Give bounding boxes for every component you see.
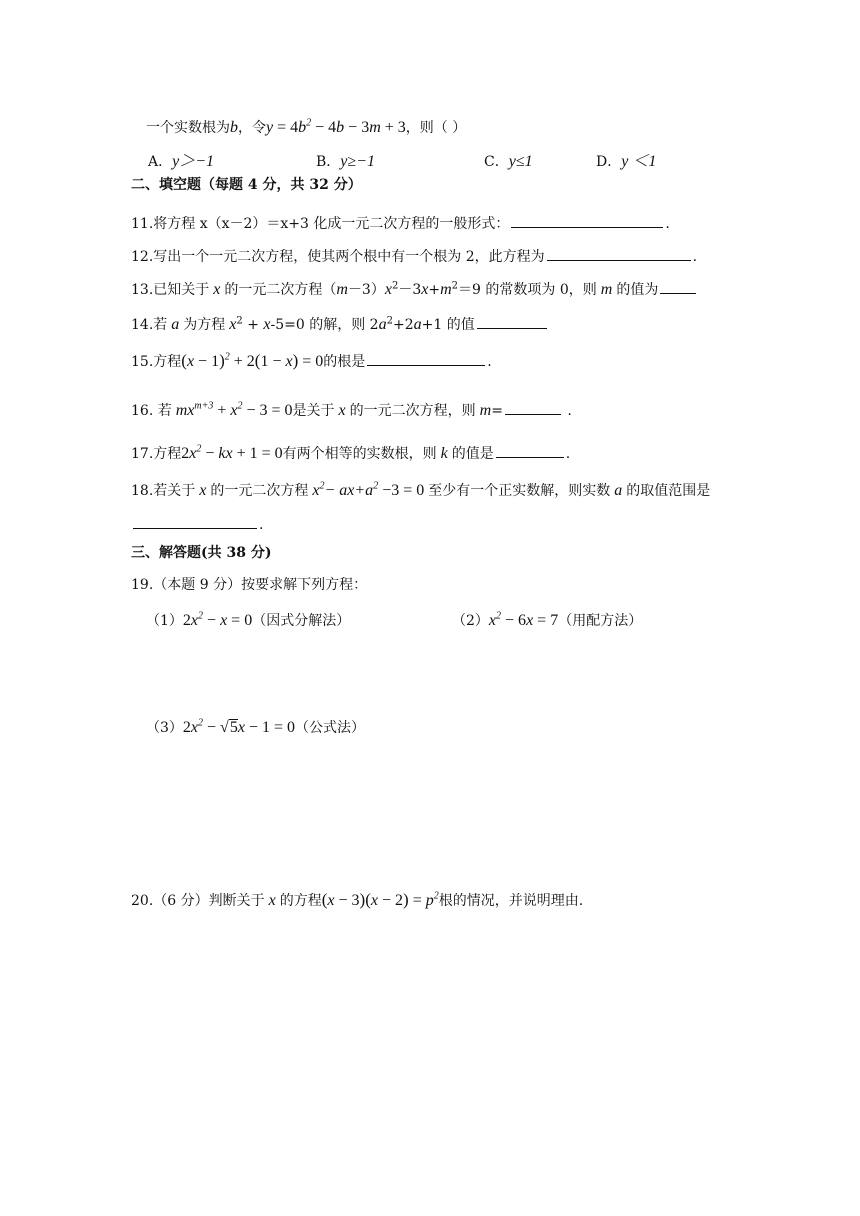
question-12: 12.写出一个一元二次方程，使其两个根中有一个根为 2，此方程为 . bbox=[131, 245, 697, 267]
question-14: 14.若 a 为方程 $x^2 + x-5=0$ 的解，则 $2a^2+2a+1$ 的值 bbox=[131, 313, 549, 335]
answer-blank-13[interactable] bbox=[660, 278, 696, 294]
question-13: 13.已知关于 x 的一元二次方程$(m-3)x^2-3x+m^2=9$ 的常数项为 0，则 m 的值为 bbox=[131, 278, 698, 300]
option-a: A．y＞−1 bbox=[148, 153, 215, 170]
q19-part-2: $(2)x^2 - 6x = 7$（用配方法） bbox=[452, 610, 643, 629]
question-20: 20.（6 分）判断关于 x 的方程$(x - 3)(x - 2) = p^2$根的情况，并说明理由. bbox=[131, 890, 584, 909]
q10-formula: $y = 4b^2 - 4b - 3m + 3$ bbox=[266, 117, 406, 136]
section-title-solve: 三、解答题(共 38 分) bbox=[131, 545, 272, 561]
answer-blank-18[interactable] bbox=[133, 513, 257, 529]
question-16: 16. 若 $mx^{m+3} + x^2 - 3 = 0$是关于 x 的一元二次方程，则 m= . bbox=[131, 400, 572, 419]
q10-options bbox=[148, 152, 656, 172]
option-b: B．y≥−1 bbox=[316, 153, 375, 170]
q19-p3-formula: $2x^2 - √5x - 1 = 0$ bbox=[182, 717, 295, 736]
q16-formula: $mx^{m+3} + x^2 - 3 = 0$ bbox=[171, 400, 293, 419]
section-title-fill-in: 二、填空题（每题 4 分，共 32 分） bbox=[131, 177, 362, 193]
q10-continuation: 一个实数根为b，令$y = 4b^2 - 4b - 3m + 3$，则（ ） bbox=[146, 117, 467, 136]
q19-part-1: $(1)2x^2 - x = 0$（因式分解法） bbox=[146, 610, 351, 629]
option-d: D．y ＜1 bbox=[596, 153, 657, 170]
question-18-blank-line: . bbox=[131, 513, 263, 535]
question-19: 19.（本题 9 分）按要求解下列方程： bbox=[131, 577, 368, 593]
q19-part-3: $(3)2x^2 - √5x - 1 = 0$（公式法） bbox=[146, 717, 365, 736]
option-c: C．y≤1 bbox=[484, 153, 533, 170]
q17-formula: $2x^2$ − kx + 1 = 0 bbox=[181, 443, 283, 462]
q18-formula: $x^2- ax+a^2 -3 = 0$ bbox=[308, 480, 429, 499]
question-17: 17.方程$2x^2$ − kx + 1 = 0有两个相等的实数根，则 k 的值是 . bbox=[131, 443, 571, 462]
answer-blank-11[interactable] bbox=[511, 212, 663, 228]
answer-blank-17[interactable] bbox=[496, 442, 564, 458]
question-18: 18.若关于 x 的一元二次方程 $x^2- ax+a^2 -3 = 0$ 至少有一个正实数解，则实数 a 的取值范围是 bbox=[131, 480, 711, 499]
question-11: 11.将方程 x（x－2）＝x+3 化成一元二次方程的一般形式： . bbox=[131, 212, 670, 234]
q19-p1-formula: $2x^2 - x = 0$ bbox=[182, 610, 253, 629]
q19-p2-formula: $x^2 - 6x = 7$ bbox=[488, 610, 559, 629]
q20-formula: $(x - 3)(x - 2) = p^2$ bbox=[321, 890, 439, 909]
answer-blank-16[interactable] bbox=[505, 399, 561, 415]
answer-blank-12[interactable] bbox=[547, 245, 691, 261]
q15-formula: $(x - 1)^2 + 2(1 - x) = 0$ bbox=[181, 351, 324, 370]
question-15: 15.方程$(x - 1)^2 + 2(1 - x) = 0$的根是 . bbox=[131, 351, 492, 370]
answer-blank-14[interactable] bbox=[477, 313, 547, 329]
answer-blank-15[interactable] bbox=[367, 350, 485, 366]
